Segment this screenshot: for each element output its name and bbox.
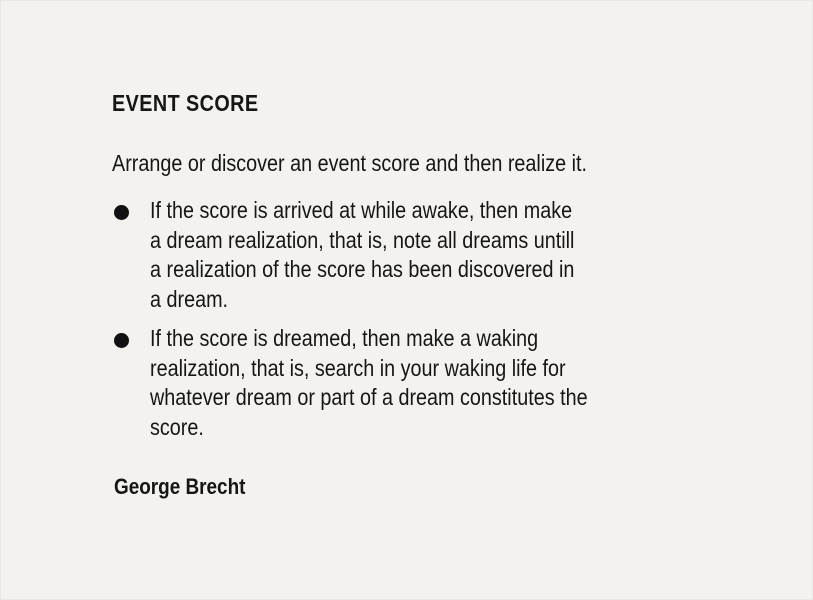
- text-line: realization, that is, search in your waking life for: [150, 354, 566, 381]
- text-line: a dream realization, that is, note all dreams untill: [150, 226, 575, 253]
- bullet-icon: [114, 205, 129, 220]
- text-line: a realization of the score has been discovered in: [150, 256, 575, 282]
- text-line: If the score is dreamed, then make a waking: [150, 325, 539, 351]
- text-line: score.: [150, 413, 204, 440]
- text-line: a dream.: [150, 285, 229, 312]
- text-line: If the score is arrived at while awake, then make: [150, 197, 573, 223]
- bullet-icon: [114, 333, 129, 348]
- list-item: [112, 196, 770, 314]
- list-item-text: [150, 324, 683, 442]
- list-item-text: [150, 196, 683, 314]
- instruction-list: [112, 196, 770, 452]
- text-line: whatever dream or part of a dream constitutes the: [150, 384, 588, 410]
- list-item: [112, 324, 770, 442]
- document-title: EVENT SCORE: [112, 90, 259, 116]
- intro-text: Arrange or discover an event score and then realize it.: [112, 150, 587, 176]
- author-signature: George Brecht: [114, 474, 246, 499]
